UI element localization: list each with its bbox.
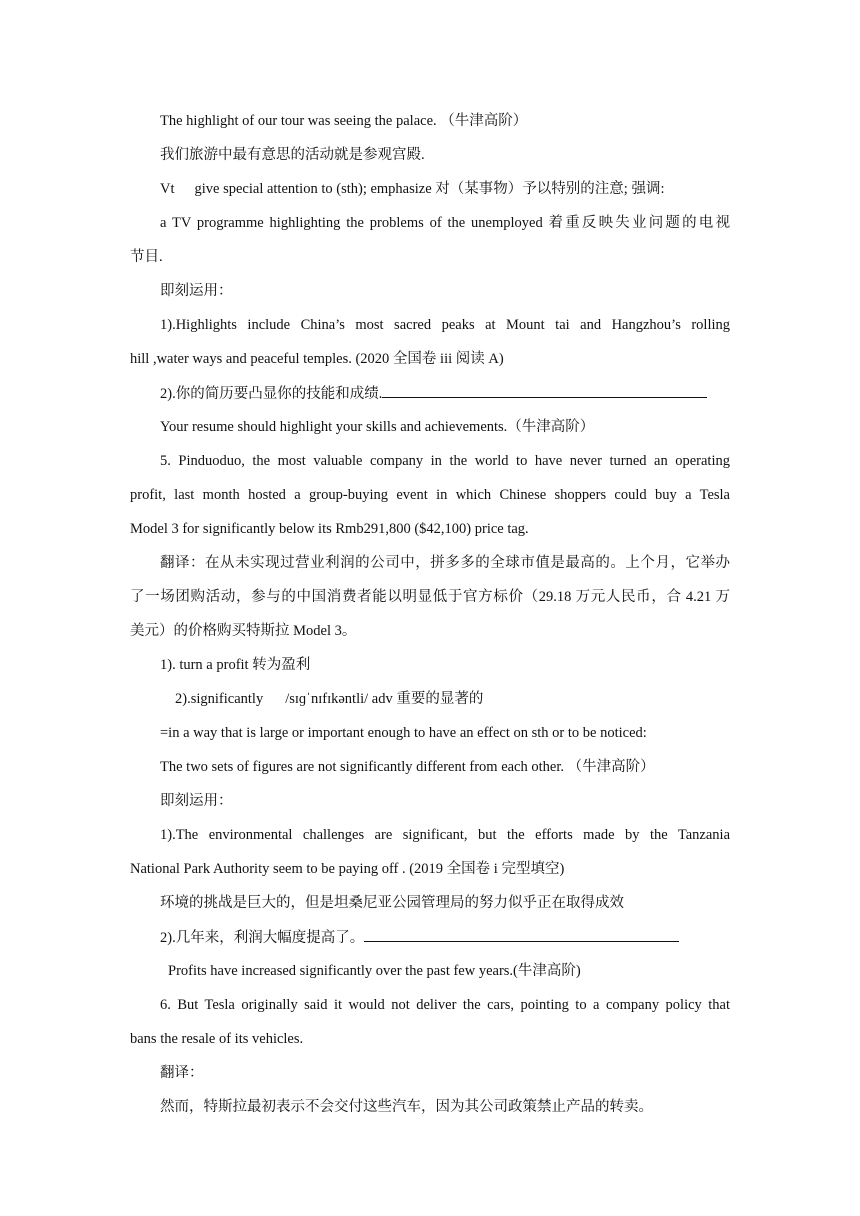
translation-line: 翻译：在从未实现过营业利润的公司中，拼多多的全球市值是最高的。上个月，它举办 xyxy=(160,555,730,571)
section-heading: 即刻运用： xyxy=(160,793,233,809)
answer-blank xyxy=(364,927,679,942)
exercise-item-cont: National Park Authority seem to be paying off . (2019 全国卷 i 完型填空) xyxy=(130,861,565,877)
passage-line: 6. But Tesla originally said it would not deliver the cars, pointing to a company policy that xyxy=(160,997,730,1013)
passage-line: 5. Pinduoduo, the most valuable company in the world to have never turned an operating xyxy=(160,453,730,469)
vocab-item xyxy=(175,689,730,709)
section-heading: 即刻运用： xyxy=(160,283,233,299)
vocab-phonetic: /sɪɡˈnɪfɪkəntli/ adv 重要的显著的 xyxy=(285,691,484,707)
exercise-prompt: 2).几年来，利润大幅度提高了。 xyxy=(160,930,365,946)
passage-line: profit, last month hosted a group-buying event in which Chinese shoppers could buy a Tesla xyxy=(130,487,730,503)
translation-line: 然而，特斯拉最初表示不会交付这些汽车，因为其公司政策禁止产品的转卖。 xyxy=(160,1099,653,1115)
exercise-answer: Your resume should highlight your skills and achievements.（牛津高阶） xyxy=(160,419,595,435)
exercise-item xyxy=(160,927,730,947)
example-sentence: a TV programme highlighting the problems of the unemployed 着重反映失业问题的电视 xyxy=(160,215,730,231)
verb-definition xyxy=(160,179,730,199)
vocab-definition: =in a way that is large or important enough to have an effect on sth or to be noticed: xyxy=(160,725,647,741)
example-sentence: The highlight of our tour was seeing the palace. （牛津高阶） xyxy=(160,113,528,129)
exercise-answer: Profits have increased significantly over the past few years.(牛津高阶) xyxy=(168,963,581,979)
exercise-translation: 环境的挑战是巨大的，但是坦桑尼亚公园管理局的努力似乎正在取得成效 xyxy=(160,895,624,911)
translation-heading: 翻译： xyxy=(160,1065,204,1081)
exercise-item-cont: hill ,water ways and peaceful temples. (2020 全国卷 iii 阅读 A) xyxy=(130,351,504,367)
exercise-item xyxy=(160,383,730,403)
definition-text: give special attention to (sth); emphasize 对（某事物）予以特别的注意; 强调: xyxy=(194,181,665,197)
example-sentence: The two sets of figures are not significantly different from each other. （牛津高阶） xyxy=(160,759,655,775)
passage-line: Model 3 for significantly below its Rmb291,800 ($42,100) price tag. xyxy=(130,521,529,537)
answer-blank xyxy=(382,383,707,398)
exercise-prompt: 2).你的简历要凸显你的技能和成绩. xyxy=(160,386,383,402)
passage-line: bans the resale of its vehicles. xyxy=(130,1031,304,1047)
translation-line: 美元）的价格购买特斯拉 Model 3。 xyxy=(130,623,357,639)
translation-line: 了一场团购活动，参与的中国消费者能以明显低于官方标价（29.18 万元人民币，合 4.21 万 xyxy=(130,589,730,605)
phrase-item: 1). turn a profit 转为盈利 xyxy=(160,657,311,673)
exercise-item: 1).The environmental challenges are significant, but the efforts made by the Tanzania xyxy=(160,827,730,843)
vocab-word: 2).significantly xyxy=(175,691,264,707)
example-sentence-cont: 节目. xyxy=(130,249,163,265)
part-of-speech: Vt xyxy=(160,181,175,197)
exercise-item: 1).Highlights include China’s most sacred peaks at Mount tai and Hangzhou’s rolling xyxy=(160,317,730,333)
example-translation: 我们旅游中最有意思的活动就是参观宫殿. xyxy=(160,147,425,163)
